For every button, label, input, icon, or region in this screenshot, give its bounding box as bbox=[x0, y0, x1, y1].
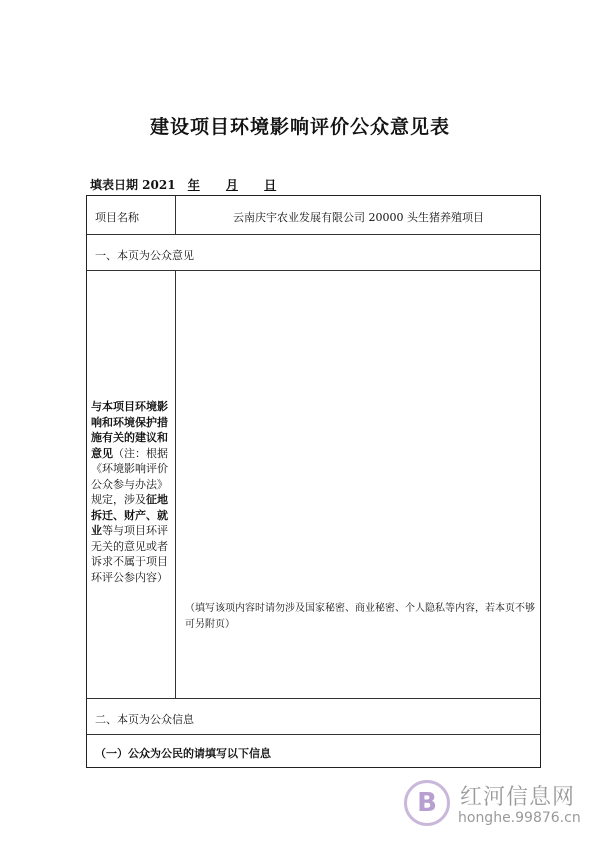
month-char: 月 bbox=[225, 178, 238, 192]
project-name-value: 云南庆宇农业发展有限公司 20000 头生猪养殖项目 bbox=[233, 211, 484, 224]
section2-title: 二、本页为公众信息 bbox=[95, 713, 194, 726]
year-char: 年 bbox=[187, 178, 200, 192]
project-name-label: 项目名称 bbox=[95, 211, 139, 224]
row-divider bbox=[87, 698, 540, 699]
opinion-note-bold: 征地拆迁、财产、就业 bbox=[91, 493, 168, 537]
col-divider bbox=[175, 196, 176, 234]
site-url: honghe.99876.cn bbox=[458, 810, 581, 826]
row-divider bbox=[87, 270, 540, 271]
row-divider bbox=[87, 234, 540, 235]
site-name: 红河信息网 bbox=[460, 785, 576, 810]
fill-date-line bbox=[90, 176, 276, 193]
opinion-note-part1: （注：根据《环境影响评价公众参与办法》规定，涉及 bbox=[91, 446, 168, 506]
col-divider bbox=[175, 270, 176, 698]
page-title: 建设项目环境影响评价公众意见表 bbox=[149, 116, 450, 138]
opinion-hint: （填写该项内容时请勿涉及国家秘密、商业秘密、个人隐私等内容，若本页不够可另附页） bbox=[185, 603, 535, 630]
opinion-input-area[interactable] bbox=[185, 601, 537, 633]
day-char: 日 bbox=[264, 178, 277, 192]
opinion-label bbox=[91, 399, 173, 585]
opinion-label-bold: 与本项目环境影响和环境保护措施有关的建议和意见 bbox=[91, 400, 168, 460]
subsection1-title: （一）公众为公民的请填写以下信息 bbox=[95, 747, 271, 760]
fill-date-label: 填表日期 2021 bbox=[90, 178, 176, 192]
opinion-note-part2: 等与项目环评无关的意见或者诉求不属于项目环评公参内容） bbox=[91, 524, 168, 584]
site-logo-icon: B bbox=[404, 780, 450, 826]
site-watermark bbox=[400, 776, 600, 842]
row-divider bbox=[87, 734, 540, 735]
opinion-form-table bbox=[86, 195, 541, 768]
section1-title: 一、本页为公众意见 bbox=[95, 249, 194, 262]
